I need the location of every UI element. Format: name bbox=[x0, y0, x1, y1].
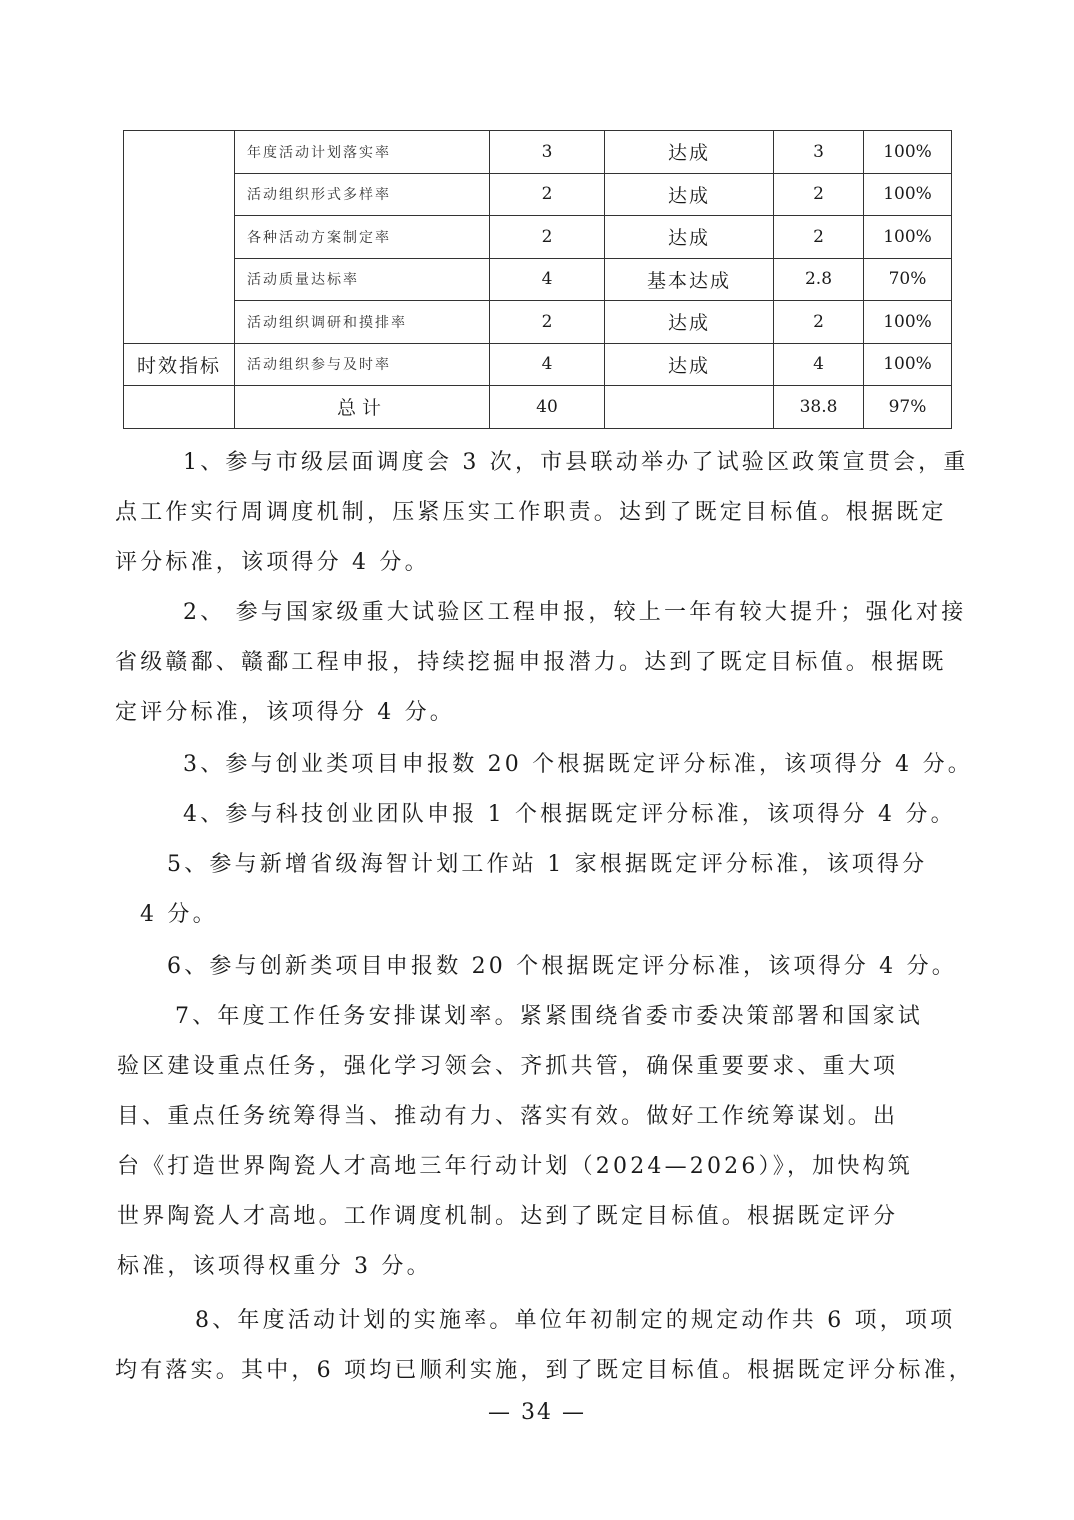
total-weight: 40 bbox=[490, 386, 605, 429]
paragraph-line: 台《打造世界陶瓷人才高地三年行动计划（2024—2026）》，加快构筑 bbox=[117, 1154, 913, 1179]
paragraph-4 bbox=[183, 790, 956, 840]
table-row bbox=[124, 173, 952, 216]
paragraph-3 bbox=[183, 740, 973, 790]
table-row bbox=[124, 258, 952, 301]
paragraph-line: 2、 参与国家级重大试验区工程申报，较上一年有较大提升；强化对接 bbox=[183, 600, 967, 625]
paragraph-line: 4、参与科技创业团队申报 1 个根据既定评分标准，该项得分 4 分。 bbox=[183, 802, 956, 827]
paragraph-line: 7、年度工作任务安排谋划率。紧紧围绕省委市委决策部署和国家试 bbox=[175, 1004, 923, 1029]
indicator-rate: 100% bbox=[864, 216, 952, 259]
indicator-score: 2.8 bbox=[774, 258, 864, 301]
indicator-weight: 3 bbox=[490, 131, 605, 174]
indicator-weight: 4 bbox=[490, 258, 605, 301]
category-cell-empty bbox=[124, 386, 235, 429]
paragraph-line: 点工作实行周调度机制，压紧压实工作职责。达到了既定目标值。根据既定 bbox=[115, 500, 947, 525]
indicator-score: 2 bbox=[774, 173, 864, 216]
paragraph-line: 省级赣鄱、赣鄱工程申报，持续挖掘申报潜力。达到了既定目标值。根据既 bbox=[115, 650, 947, 675]
paragraph-line: 标准，该项得权重分 3 分。 bbox=[117, 1254, 432, 1279]
paragraph-6 bbox=[167, 942, 957, 992]
paragraph-line: 8、年度活动计划的实施率。单位年初制定的规定动作共 6 项，项项 bbox=[195, 1308, 956, 1333]
total-status bbox=[605, 386, 774, 429]
indicator-name: 活动质量达标率 bbox=[235, 258, 490, 301]
paragraph-1 bbox=[115, 438, 969, 588]
table-row bbox=[124, 131, 952, 174]
paragraph-line: 1、参与市级层面调度会 3 次，市县联动举办了试验区政策宣贯会，重 bbox=[183, 450, 969, 475]
indicator-rate: 100% bbox=[864, 173, 952, 216]
indicator-score: 4 bbox=[774, 343, 864, 386]
indicator-name: 活动组织形式多样率 bbox=[235, 173, 490, 216]
indicator-status: 达成 bbox=[605, 343, 774, 386]
indicator-status: 基本达成 bbox=[605, 258, 774, 301]
indicator-table bbox=[123, 130, 952, 429]
indicator-weight: 4 bbox=[490, 343, 605, 386]
indicator-rate: 100% bbox=[864, 131, 952, 174]
indicator-name: 活动组织参与及时率 bbox=[235, 343, 490, 386]
table-row bbox=[124, 343, 952, 386]
indicator-rate: 100% bbox=[864, 301, 952, 344]
paragraph-line: 评分标准，该项得分 4 分。 bbox=[115, 550, 430, 575]
paragraph-line: 验区建设重点任务，强化学习领会、齐抓共管，确保重要要求、重大项 bbox=[117, 1054, 899, 1079]
table-row bbox=[124, 216, 952, 259]
category-cell-empty bbox=[124, 131, 235, 344]
paragraph-5 bbox=[140, 840, 927, 940]
paragraph-8 bbox=[115, 1296, 974, 1396]
indicator-weight: 2 bbox=[490, 173, 605, 216]
indicator-score: 2 bbox=[774, 216, 864, 259]
indicator-status: 达成 bbox=[605, 173, 774, 216]
indicator-status: 达成 bbox=[605, 131, 774, 174]
total-label: 总计 bbox=[235, 386, 490, 429]
paragraph-2 bbox=[115, 588, 966, 738]
paragraph-line: 均有落实。其中，6 项均已顺利实施，到了既定目标值。根据既定评分标准， bbox=[115, 1358, 974, 1383]
indicator-rate: 100% bbox=[864, 343, 952, 386]
indicator-score: 2 bbox=[774, 301, 864, 344]
paragraph-line: 3、参与创业类项目申报数 20 个根据既定评分标准，该项得分 4 分。 bbox=[183, 752, 973, 777]
paragraph-line: 5、参与新增省级海智计划工作站 1 家根据既定评分标准，该项得分 bbox=[167, 852, 928, 877]
indicator-name: 各种活动方案制定率 bbox=[235, 216, 490, 259]
category-cell: 时效指标 bbox=[124, 343, 235, 386]
paragraph-line: 定评分标准，该项得分 4 分。 bbox=[115, 700, 455, 725]
indicator-weight: 2 bbox=[490, 216, 605, 259]
indicator-name: 年度活动计划落实率 bbox=[235, 131, 490, 174]
table-total-row bbox=[124, 386, 952, 429]
total-rate: 97% bbox=[864, 386, 952, 429]
indicator-status: 达成 bbox=[605, 301, 774, 344]
indicator-status: 达成 bbox=[605, 216, 774, 259]
paragraph-line: 目、重点任务统筹得当、推动有力、落实有效。做好工作统筹谋划。出 bbox=[117, 1104, 899, 1129]
paragraph-line: 6、参与创新类项目申报数 20 个根据既定评分标准，该项得分 4 分。 bbox=[167, 954, 957, 979]
paragraph-7 bbox=[117, 992, 923, 1292]
page-number: — 34 — bbox=[488, 1400, 586, 1425]
paragraph-line: 世界陶瓷人才高地。工作调度机制。达到了既定目标值。根据既定评分 bbox=[117, 1204, 899, 1229]
table-row bbox=[124, 301, 952, 344]
indicator-rate: 70% bbox=[864, 258, 952, 301]
paragraph-line: 4 分。 bbox=[140, 902, 218, 927]
indicator-score: 3 bbox=[774, 131, 864, 174]
indicator-weight: 2 bbox=[490, 301, 605, 344]
indicator-name: 活动组织调研和摸排率 bbox=[235, 301, 490, 344]
total-score: 38.8 bbox=[774, 386, 864, 429]
